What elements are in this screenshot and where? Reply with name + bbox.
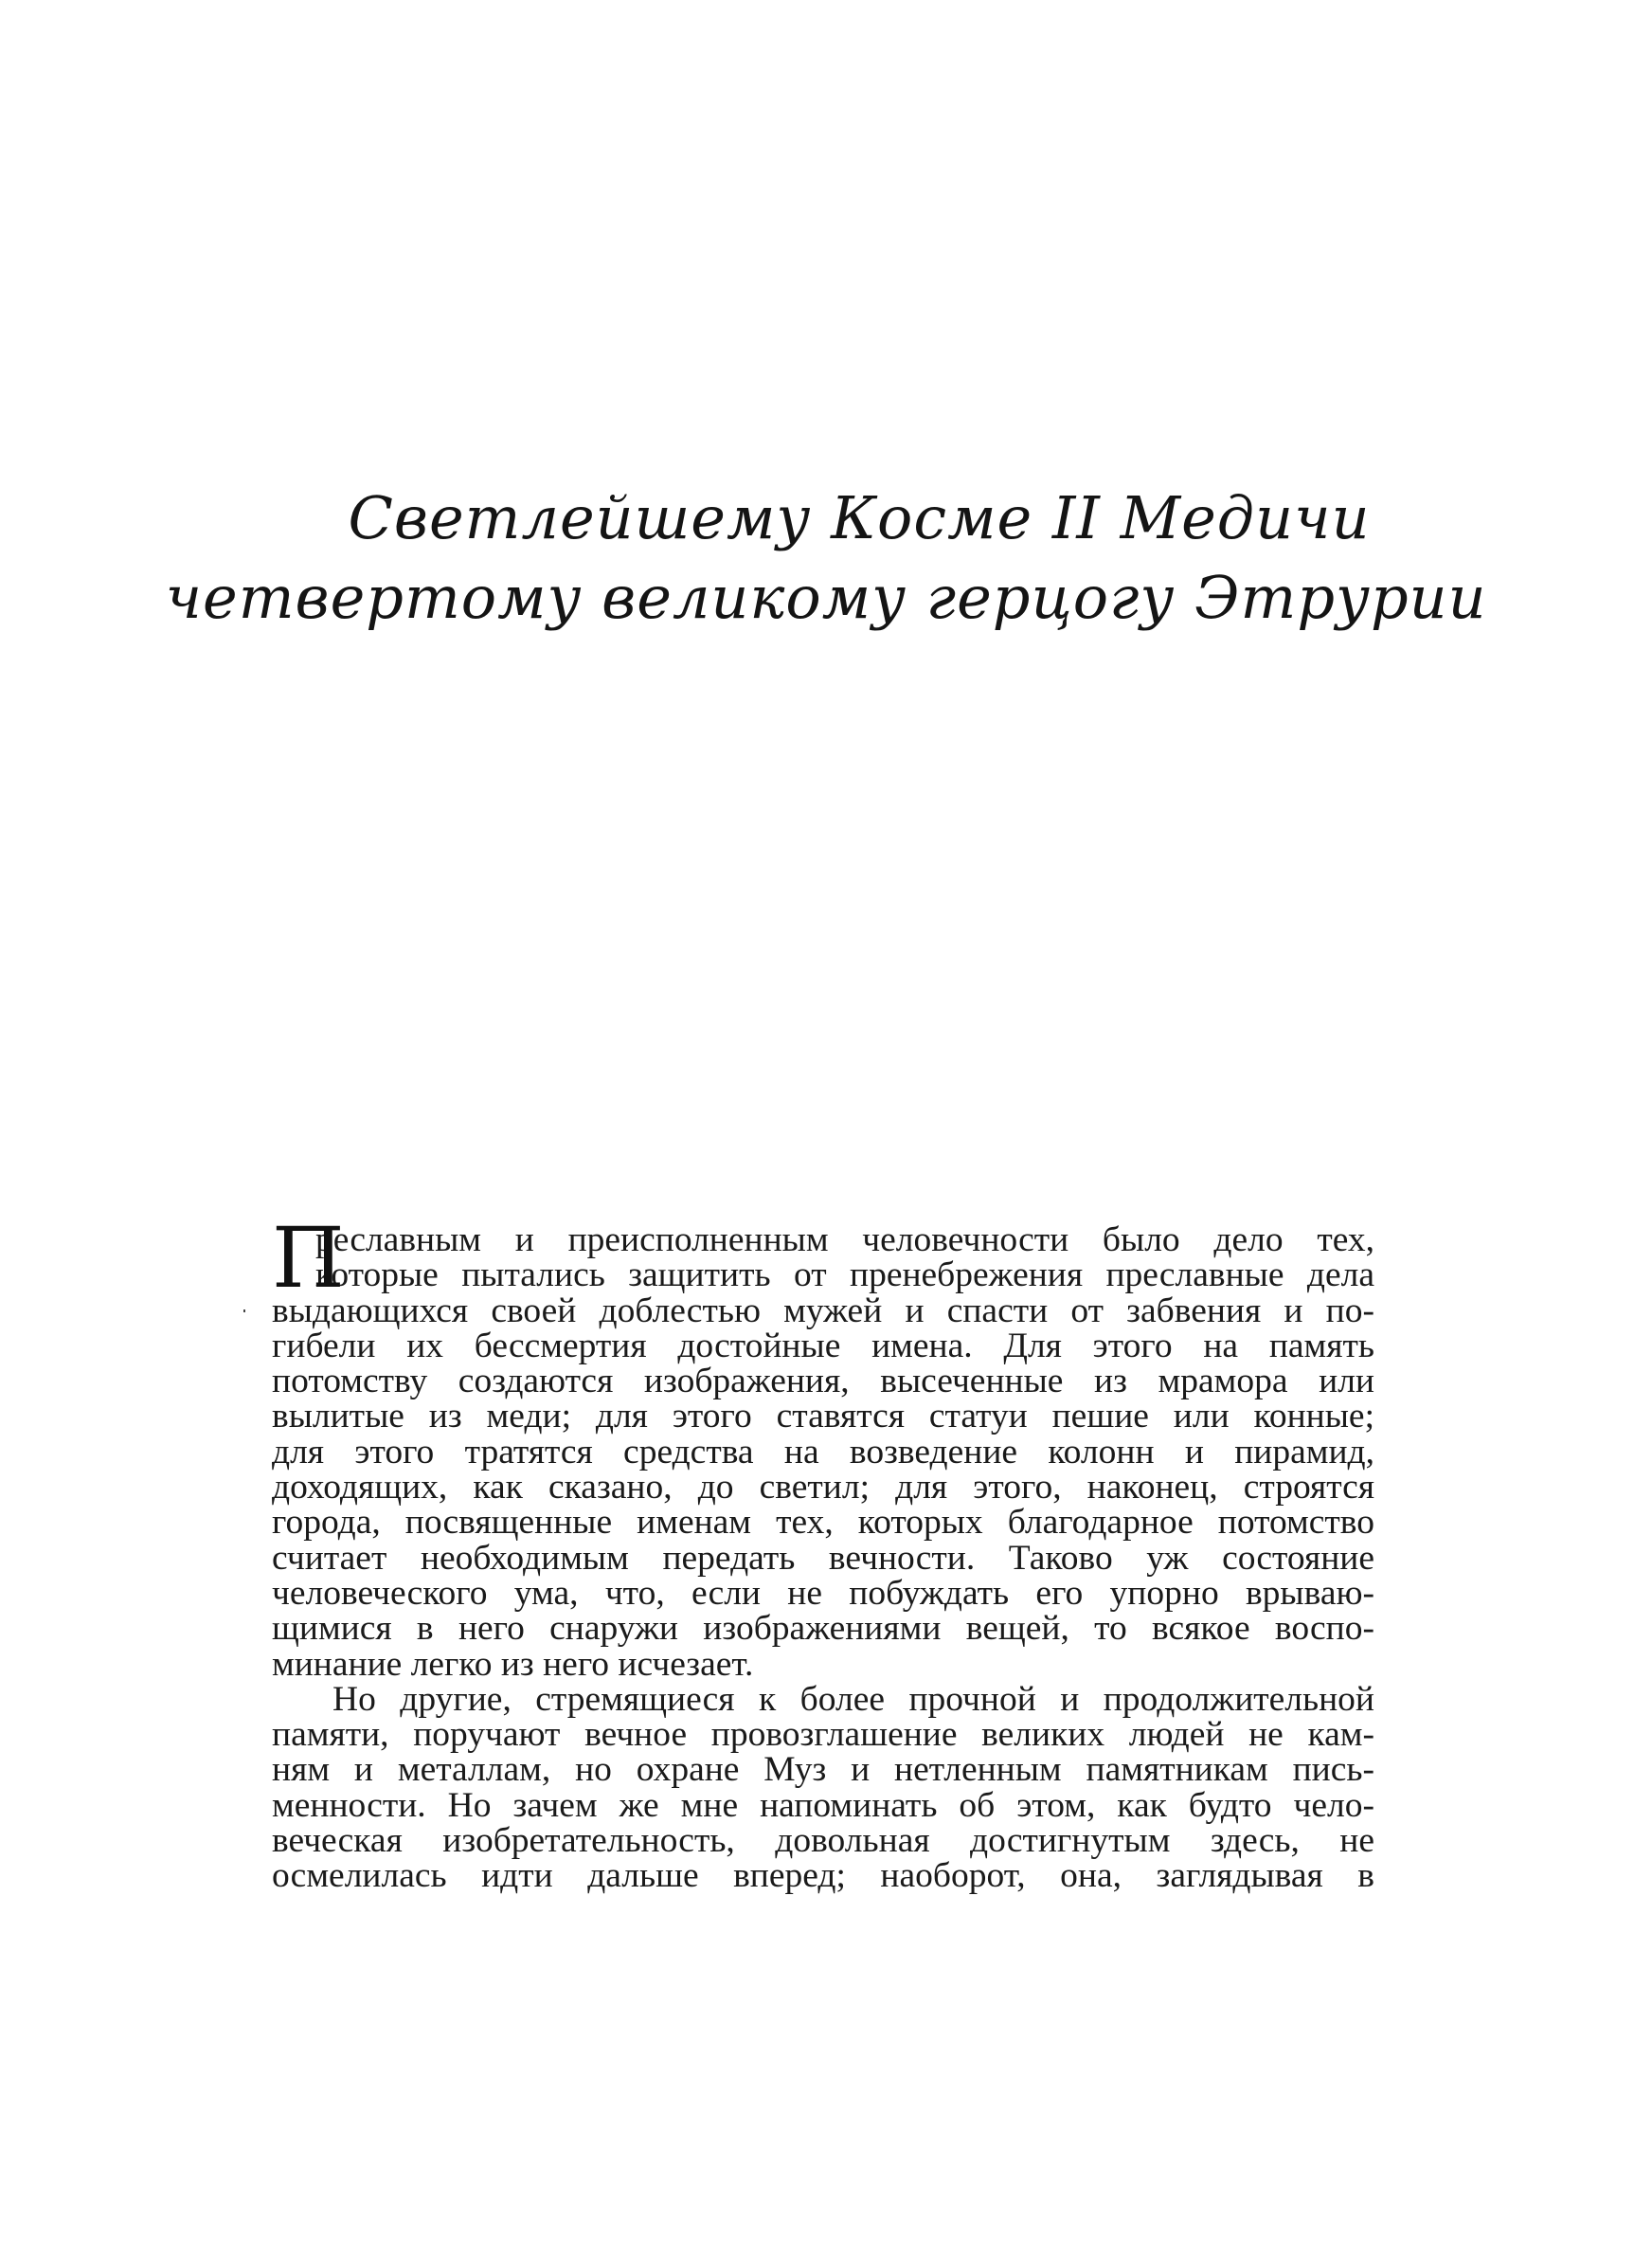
text-line: города, посвященные именам тех, которых благодарное потомство: [272, 1503, 1374, 1543]
paragraph-2: [272, 1679, 1374, 1896]
text-line: минание легко из него исчезает.: [272, 1644, 754, 1684]
dedication-heading: [0, 478, 1652, 638]
body-text: [272, 1209, 1374, 1896]
text-line: осмелилась идти дальше вперед; наоборот, она, заглядывая в: [272, 1856, 1374, 1896]
text-line: щимися в него снаружи изображениями вещей, то всякое воспо-: [272, 1609, 1374, 1649]
text-line: памяти, поручают вечное провозглашение великих людей не кам-: [272, 1715, 1374, 1755]
text-line: реславным и преисполненным человечности было дело тех,: [315, 1220, 1374, 1259]
text-line: потомству создаются изображения, высеченные из мрамора или: [272, 1362, 1374, 1401]
print-speck: [243, 1309, 245, 1312]
text-line: человеческого ума, что, если не побуждать его упорно врываю-: [272, 1573, 1374, 1613]
drop-cap: П: [272, 1209, 345, 1307]
dedication-line-1: Светлейшему Косме II Медичи: [348, 483, 1371, 552]
text-line: Но другие, стремящиеся к более прочной и продолжительной: [332, 1679, 1374, 1719]
paragraph-1: [272, 1209, 1374, 1684]
text-line: ням и металлам, но охране Муз и нетленным памятникам пись-: [272, 1750, 1374, 1790]
text-line: менности. Но зачем же мне напоминать об этом, как будто чело-: [272, 1785, 1374, 1825]
text-line: для этого тратятся средства на возведение колонн и пирамид,: [272, 1432, 1374, 1472]
text-line: которые пытались защитить от пренебрежения преславные дела: [315, 1255, 1374, 1295]
text-line: выдающихся своей доблестью мужей и спасти от забвения и по-: [272, 1291, 1374, 1330]
text-line: доходящих, как сказано, до светил; для этого, наконец, строятся: [272, 1468, 1374, 1508]
dedication-line-2: четвертому великому герцогу Этрурии: [165, 563, 1487, 632]
text-line: веческая изобретательность, довольная достигнутым здесь, не: [272, 1821, 1374, 1861]
text-line: считает необходимым передать вечности. Таково уж состояние: [272, 1538, 1374, 1578]
text-line: вылитые из меди; для этого ставятся статуи пешие или конные;: [272, 1397, 1374, 1436]
text-line: гибели их бессмертия достойные имена. Для этого на память: [272, 1326, 1374, 1365]
